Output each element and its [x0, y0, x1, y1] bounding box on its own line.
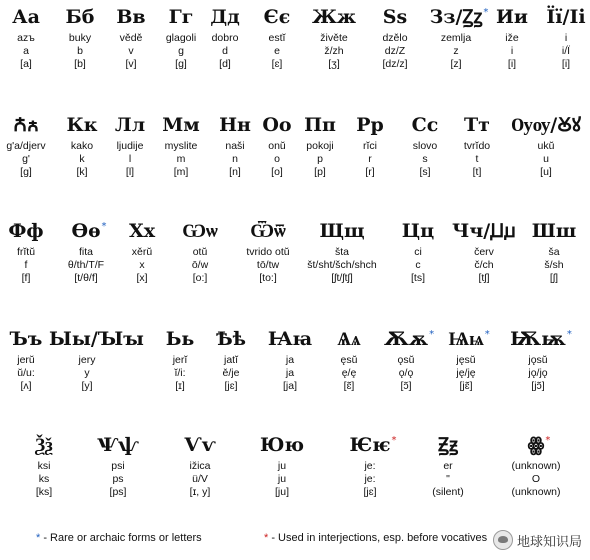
- letter-glyph: Ꙉꙉ: [13, 114, 39, 136]
- letter-glyph: Ъъ: [9, 328, 43, 350]
- letter-glyph: Аа: [12, 6, 40, 28]
- letter-name: vědě: [119, 32, 143, 44]
- letter-latin: a: [23, 45, 29, 57]
- blue-asterisk-mark: *: [484, 329, 490, 340]
- letter-glyph: Ѥѥ *: [332, 432, 408, 458]
- letter-glyph: Кк: [66, 114, 98, 136]
- letter-name: červ: [474, 246, 494, 258]
- letter-name: estĭ: [268, 32, 286, 44]
- letter-name: jerŭ: [17, 354, 35, 366]
- letter-name: psi: [111, 460, 125, 472]
- letter-cell: [528, 4, 590, 71]
- letter-name: jatĭ: [223, 354, 238, 366]
- letter-latin: i/Ï: [561, 45, 571, 57]
- letter-glyph: Жж: [311, 6, 357, 28]
- letter-ipa: [o]: [271, 166, 283, 178]
- letter-cell: [380, 218, 456, 285]
- letter-ipa: [ʌ]: [20, 380, 32, 392]
- letter-latin: ü/V: [192, 473, 208, 485]
- letter-ipa: [t/θ/f]: [74, 272, 98, 284]
- letter-ipa: [jɛ]: [363, 486, 377, 498]
- letter-glyph: Ѱѱ: [97, 434, 139, 456]
- letter-glyph: Сс: [411, 114, 439, 136]
- letter-name: živěte: [320, 32, 348, 44]
- letter-ipa: [ʃt/ʃtʃ]: [331, 272, 353, 284]
- letter-latin: v: [128, 45, 134, 57]
- letter-glyph: Ѵѵ: [184, 434, 216, 456]
- letter-glyph: Фф: [8, 220, 44, 242]
- letter-name: tvrido otŭ: [246, 246, 290, 258]
- letter-cell: [162, 218, 238, 285]
- letter-glyph: Юю: [260, 434, 304, 456]
- letter-glyph: Дд: [210, 6, 240, 28]
- letter-latin: e: [274, 45, 280, 57]
- letter-name: otŭ: [192, 246, 208, 258]
- letter-latin: o: [274, 153, 280, 165]
- letter-latin: tō/tw: [256, 259, 280, 271]
- letter-cell: [439, 112, 515, 179]
- letter-ipa: [a]: [20, 58, 32, 70]
- letter-ipa: [jɛ̃]: [459, 380, 473, 392]
- letter-ipa: [ɛ]: [271, 58, 283, 70]
- letter-ipa: [jɔ̃]: [531, 380, 545, 392]
- letter-cell: [230, 218, 306, 285]
- letter-name: ižica: [189, 460, 211, 472]
- letter-glyph: Чч/Ꙡꙡ: [452, 220, 516, 242]
- letter-latin: u: [543, 153, 549, 165]
- letter-name: ǫsŭ: [397, 354, 415, 366]
- letter-name: jery: [78, 354, 96, 366]
- letter-glyph: Ꙗꙗ: [267, 328, 313, 350]
- letter-glyph: Нн: [219, 114, 251, 136]
- letter-name: dzělo: [382, 32, 408, 44]
- letter-cell: [516, 218, 590, 285]
- letter-latin: l: [128, 153, 132, 165]
- letter-glyph: Ѩѩ *: [428, 326, 504, 352]
- letter-latin: g': [22, 153, 30, 165]
- letter-latin: jǫ/jǫ: [528, 367, 548, 379]
- letter-ipa: [ɔ̃]: [400, 380, 412, 392]
- letter-cell: [410, 432, 486, 499]
- letter-latin: k: [79, 153, 85, 165]
- letter-ipa: [v]: [125, 58, 137, 70]
- letter-name: onŭ: [268, 140, 286, 152]
- letter-latin: m: [176, 153, 186, 165]
- letter-ipa: [ʒ]: [328, 58, 340, 70]
- letter-cell: [500, 326, 576, 393]
- letter-name: ukŭ: [537, 140, 555, 152]
- letter-glyph: Єє: [263, 6, 291, 28]
- letter-name: ęsŭ: [340, 354, 358, 366]
- letter-latin: s: [422, 153, 428, 165]
- letter-ipa: [s]: [419, 166, 431, 178]
- letter-glyph: Ѡѡ: [182, 220, 218, 242]
- letter-name: i: [564, 32, 568, 44]
- letter-glyph: Ѳѳ *: [48, 218, 124, 244]
- letter-latin: č/ch: [474, 259, 494, 271]
- letter-ipa: [ja]: [282, 380, 297, 392]
- letter-ipa: [to:]: [259, 272, 277, 284]
- letter-latin: ks: [38, 473, 50, 485]
- letter-glyph: Вв: [116, 6, 146, 28]
- letter-ipa: [ks]: [35, 486, 53, 498]
- letter-ipa: [z]: [450, 58, 462, 70]
- letter-name: šta: [334, 246, 349, 258]
- letter-glyph: Лл: [114, 114, 146, 136]
- letter-cell: [80, 432, 156, 499]
- blue-asterisk-mark: *: [566, 329, 572, 340]
- letter-glyph: Рр: [356, 114, 384, 136]
- letter-glyph: Ыы/Ꙑꙑ: [49, 328, 144, 350]
- letter-latin: c: [415, 259, 421, 271]
- letter-name: myslite: [164, 140, 198, 152]
- letter-ipa: [ju]: [274, 486, 289, 498]
- letter-cell: [244, 432, 320, 499]
- letter-ipa: [m]: [173, 166, 189, 178]
- letter-latin: x: [139, 259, 145, 271]
- letter-ipa: [ɪ, y]: [189, 486, 211, 498]
- letter-glyph: Її/Іі: [546, 6, 586, 28]
- letter-latin: g: [178, 45, 184, 57]
- footnote-red-asterisk: *: [264, 532, 269, 544]
- letter-ipa: [x]: [136, 272, 148, 284]
- letter-latin: y: [84, 367, 90, 379]
- letter-cell: [332, 432, 408, 499]
- letter-name: ci: [414, 246, 422, 258]
- letter-name: ja: [285, 354, 295, 366]
- letter-name: tvrĭdo: [463, 140, 491, 152]
- letter-cell: [49, 326, 144, 393]
- letter-glyph: Ѹѹ/Ꙋꙋ: [511, 114, 581, 136]
- letter-cell: [304, 218, 380, 285]
- letter-ipa: [k]: [76, 166, 88, 178]
- letter-glyph: Ѧѧ: [337, 328, 361, 350]
- letter-glyph: Ꙃꙃ: [438, 434, 458, 456]
- letter-ipa: [u]: [540, 166, 552, 178]
- letter-latin: i: [510, 45, 514, 57]
- letter-latin: f: [24, 259, 28, 271]
- letter-glyph: ꙮ *: [498, 432, 574, 458]
- letter-latin: ja: [285, 367, 295, 379]
- letter-name: iže: [505, 32, 519, 44]
- letter-ipa: [b]: [74, 58, 86, 70]
- letter-latin: ō/w: [191, 259, 209, 271]
- letter-latin: ps: [112, 473, 124, 485]
- red-asterisk-mark: *: [545, 435, 551, 446]
- letter-name: ju: [277, 460, 287, 472]
- letter-name: jęsŭ: [456, 354, 476, 366]
- letter-latin: r: [368, 153, 372, 165]
- letter-glyph: Ѭѭ *: [500, 326, 576, 352]
- letter-ipa: [g]: [20, 166, 32, 178]
- letter-ipa: [jɛ]: [224, 380, 238, 392]
- letter-cell: [6, 432, 82, 499]
- letter-latin: št/sht/šch/shch: [307, 259, 377, 271]
- letter-glyph: Ѣѣ: [215, 328, 247, 350]
- letter-latin: b: [77, 45, 83, 57]
- letter-name: xěrŭ: [131, 246, 153, 258]
- letter-name: je:: [364, 460, 376, 472]
- letter-name: frĭtŭ: [16, 246, 36, 258]
- letter-glyph: Тт: [464, 114, 490, 136]
- letter-ipa: (silent): [432, 486, 464, 498]
- letter-glyph: Ѕѕ: [382, 6, 408, 28]
- red-asterisk-mark: *: [391, 435, 397, 446]
- letter-ipa: [t]: [472, 166, 482, 178]
- watermark: [493, 528, 582, 552]
- letter-cell: [508, 112, 584, 179]
- letter-glyph: Щщ: [319, 220, 365, 242]
- letter-latin: ju: [277, 473, 287, 485]
- letter-ipa: [n]: [229, 166, 241, 178]
- letter-cell: [498, 432, 574, 499]
- letter-name: ljudije: [116, 140, 144, 152]
- letter-latin: ": [446, 473, 450, 485]
- letter-latin: je:: [364, 473, 376, 485]
- letter-name: rĭci: [363, 140, 377, 152]
- letter-ipa: [g]: [175, 58, 187, 70]
- letter-latin: š/sh: [544, 259, 564, 271]
- letter-ipa: [o:]: [192, 272, 208, 284]
- letter-latin: z: [453, 45, 459, 57]
- letter-cell: [428, 326, 504, 393]
- letter-name: azъ: [17, 32, 35, 44]
- letter-latin: t: [475, 153, 479, 165]
- letter-name: er: [443, 460, 453, 472]
- letter-name: jerĭ: [172, 354, 188, 366]
- letter-glyph: Цц: [401, 220, 435, 242]
- letter-latin: ě/je: [222, 367, 240, 379]
- letter-name: kako: [70, 140, 94, 152]
- letter-ipa: [l]: [125, 166, 135, 178]
- letter-ipa: [i]: [507, 58, 517, 70]
- letter-ipa: [ts]: [410, 272, 425, 284]
- letter-latin: ę/ȩ: [341, 367, 357, 379]
- letter-glyph: Ии: [495, 6, 529, 28]
- letter-glyph: Бб: [65, 6, 95, 28]
- letter-latin: p: [317, 153, 323, 165]
- letter-latin: d: [222, 45, 228, 57]
- letter-glyph: Пп: [304, 114, 336, 136]
- letter-name: fita: [78, 246, 93, 258]
- letter-ipa: [y]: [81, 380, 93, 392]
- blue-asterisk-mark: *: [101, 221, 107, 232]
- blue-asterisk-mark: *: [483, 7, 489, 18]
- letter-name: (unknown): [511, 460, 561, 472]
- watermark-text: 地球知识局: [516, 533, 582, 549]
- letter-name: dobro: [211, 32, 239, 44]
- blue-asterisk-mark: *: [429, 329, 435, 340]
- letter-glyph: Ѯѯ: [35, 434, 53, 456]
- letter-name: ša: [548, 246, 560, 258]
- footnote-rare-text: - Rare or archaic forms or letters: [40, 532, 202, 544]
- letter-glyph: Оо: [262, 114, 292, 136]
- letter-latin: ję/jȩ: [456, 367, 476, 379]
- letter-glyph: Хх: [128, 220, 156, 242]
- footnote-rare: [36, 532, 202, 544]
- letter-cell: [162, 432, 238, 499]
- letter-latin: ž/zh: [324, 45, 344, 57]
- letter-name: ksi: [37, 460, 51, 472]
- letter-glyph: Мм: [162, 114, 200, 136]
- letter-ipa: [d]: [219, 58, 231, 70]
- letter-ipa: [ɛ̃]: [343, 380, 355, 392]
- letter-glyph: Гг: [168, 6, 194, 28]
- letter-glyph: Шш: [531, 220, 577, 242]
- letter-ipa: [dz/z]: [382, 58, 408, 70]
- footnote-blue-asterisk: *: [36, 532, 41, 544]
- letter-cell: [446, 218, 522, 285]
- footnote-interjection-text: - Used in interjections, esp. before vocatives: [268, 532, 488, 544]
- letter-name: g'a/djerv: [6, 140, 46, 152]
- letter-latin: n: [232, 153, 238, 165]
- letter-ipa: [ps]: [109, 486, 127, 498]
- letter-ipa: [ʃ]: [549, 272, 559, 284]
- letter-name: slovo: [412, 140, 438, 152]
- letter-name: zemlja: [440, 32, 472, 44]
- letter-latin: dz/Z: [384, 45, 406, 57]
- letter-glyph: Ѿѿ: [250, 220, 286, 242]
- footnote-interjection: [264, 532, 487, 544]
- letter-name: glagoli: [165, 32, 197, 44]
- letter-ipa: [r]: [365, 166, 375, 178]
- letter-name: buky: [68, 32, 92, 44]
- letter-latin: θ/th/T/F: [67, 259, 105, 271]
- letter-latin: ŭ/u:: [17, 367, 35, 379]
- letter-ipa: [tʃ]: [478, 272, 490, 284]
- letter-name: jǫsŭ: [528, 354, 548, 366]
- letter-glyph: Ѫѫ *: [368, 326, 444, 352]
- letter-ipa: (unknown): [511, 486, 561, 498]
- letter-ipa: [ɪ]: [175, 380, 185, 392]
- globe-logo-icon: [493, 530, 513, 550]
- letter-ipa: [i]: [561, 58, 571, 70]
- letter-ipa: [p]: [314, 166, 326, 178]
- letter-latin: ǫ/ǫ: [398, 367, 414, 379]
- letter-glyph: Ьь: [165, 328, 195, 350]
- letter-glyph: Зз/Ꙁꙁ *: [418, 4, 494, 30]
- letter-ipa: [f]: [21, 272, 31, 284]
- letter-name: naši: [225, 140, 245, 152]
- letter-latin: ĭ/i:: [174, 367, 186, 379]
- letter-latin: O: [531, 473, 541, 485]
- letter-name: pokoji: [306, 140, 334, 152]
